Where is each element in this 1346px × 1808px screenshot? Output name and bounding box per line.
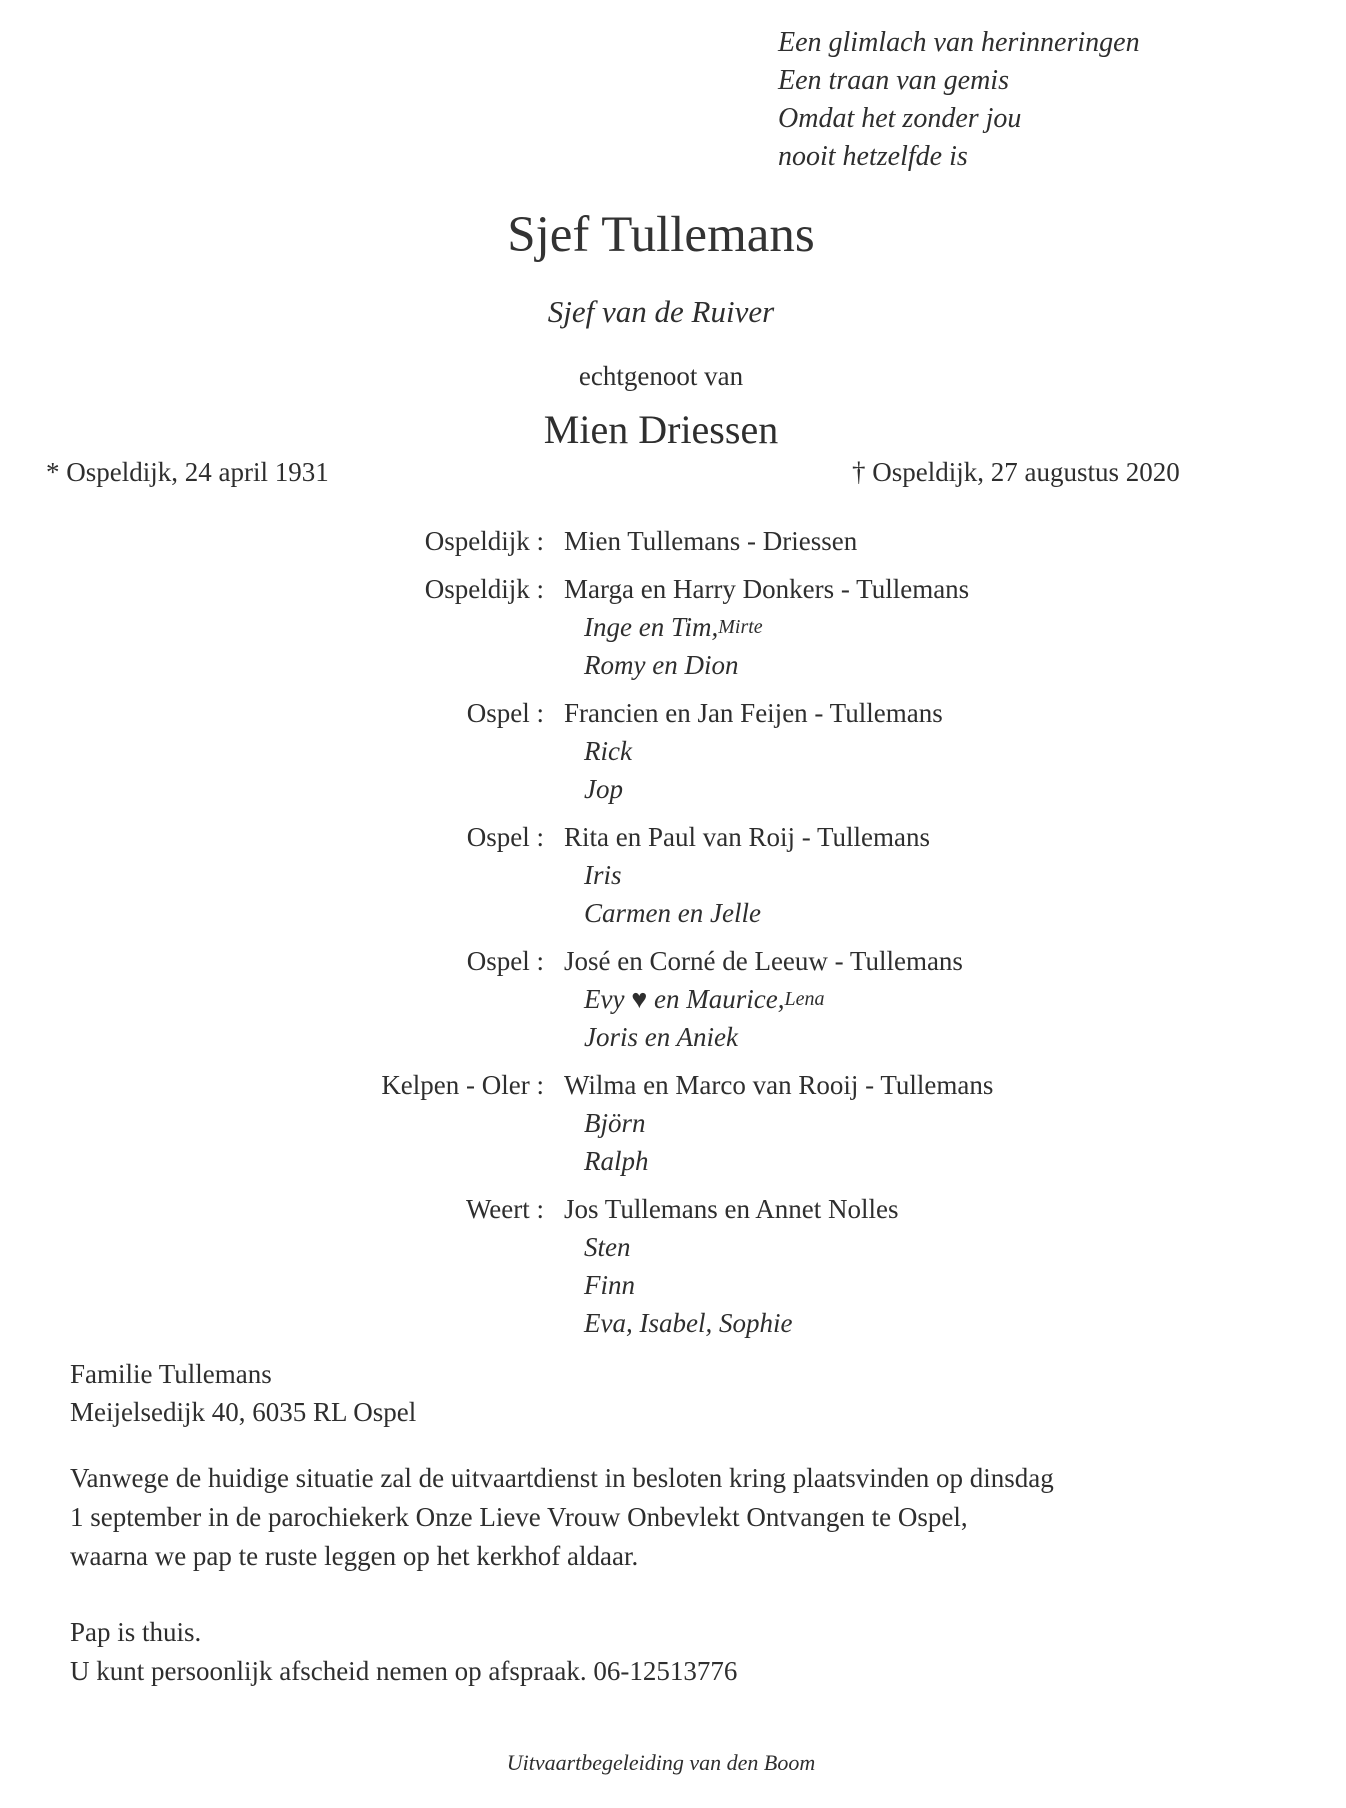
grandchild-names: Eva, Isabel, Sophie (584, 1308, 793, 1338)
family-row (0, 1066, 1346, 1104)
grandchild-names: Romy en Dion (584, 650, 739, 680)
family-row (0, 570, 1346, 608)
notice-line: 1 september in de parochiekerk Onze Lieve Vrouw Onbevlekt Ontvangen te Ospel, (70, 1502, 968, 1532)
funeral-notice (70, 1459, 1054, 1576)
grandchild-names: Björn (584, 1108, 646, 1138)
grandchild-row (0, 646, 1346, 684)
grandchild-row (0, 856, 1346, 894)
grandchild-names: Finn (584, 1270, 635, 1300)
grandchild-names: Ralph (584, 1146, 649, 1176)
grandchild-names: Iris (584, 860, 622, 890)
family-list (0, 522, 1346, 1352)
family-place: Ospeldijk : (424, 574, 544, 604)
great-grandchild-name: Lena (784, 988, 825, 1010)
notice-line: Vanwege de huidige situatie zal de uitvaartdienst in besloten kring plaatsvinden op dinsdag (70, 1463, 1054, 1493)
great-grandchild-name: Mirte (718, 616, 763, 638)
family-names: José en Corné de Leeuw - Tullemans (564, 946, 963, 976)
grandchild-names: Sten (584, 1232, 631, 1262)
family-group (0, 694, 1346, 808)
grandchild-names: Rick (584, 736, 632, 766)
grandchild-row (0, 1142, 1346, 1180)
family-names: Jos Tullemans en Annet Nolles (564, 1194, 899, 1224)
grandchild-row (0, 1228, 1346, 1266)
grandchild-row (0, 732, 1346, 770)
family-place: Ospel : (466, 698, 544, 728)
deceased-name: Sjef Tullemans (507, 207, 815, 263)
family-row (0, 818, 1346, 856)
family-names: Marga en Harry Donkers - Tullemans (564, 574, 970, 604)
grandchild-row (0, 770, 1346, 808)
family-row (0, 942, 1346, 980)
grandchild-row (0, 980, 1346, 1018)
poem-line: Een traan van gemis (778, 65, 1009, 96)
family-group (0, 522, 1346, 560)
grandchild-row (0, 1266, 1346, 1304)
grandchild-names: Jop (584, 774, 623, 804)
notice-line: waarna we pap te ruste leggen op het kerkhof aldaar. (70, 1541, 639, 1571)
family-group (0, 1190, 1346, 1342)
family-names: Rita en Paul van Roij - Tullemans (564, 822, 931, 852)
family-address (70, 1355, 416, 1431)
grandchild-row (0, 894, 1346, 932)
death-date: † Ospeldijk, 27 augustus 2020 (852, 457, 1180, 487)
poem-line: Omdat het zonder jou (778, 103, 1022, 134)
visit-line: Pap is thuis. (70, 1617, 202, 1647)
deceased-nickname: Sjef van de Ruiver (547, 294, 775, 329)
spouse-name: Mien Driessen (543, 407, 779, 452)
grandchild-names: Joris en Aniek (584, 1022, 738, 1052)
grandchild-names: Inge en Tim, (584, 612, 719, 642)
visit-notice (70, 1613, 737, 1691)
family-place: Ospel : (466, 822, 544, 852)
family-group (0, 1066, 1346, 1180)
grandchild-names: Evy ♥ en Maurice, (584, 984, 785, 1014)
visit-line: U kunt persoonlijk afscheid nemen op afspraak. 06-12513776 (70, 1656, 738, 1686)
family-names: Francien en Jan Feijen - Tullemans (564, 698, 943, 728)
poem-line: nooit hetzelfde is (778, 141, 968, 172)
grandchild-row (0, 1018, 1346, 1056)
family-row (0, 522, 1346, 560)
family-group (0, 818, 1346, 932)
family-place: Weert : (465, 1194, 544, 1224)
poem-line: Een glimlach van herinneringen (778, 27, 1140, 58)
address-line: Meijelsedijk 40, 6035 RL Ospel (70, 1397, 417, 1427)
family-place: Ospel : (466, 946, 544, 976)
birth-date: * Ospeldijk, 24 april 1931 (46, 457, 329, 487)
funeral-director: Uitvaartbegeleiding van den Boom (506, 1750, 816, 1775)
grandchild-row (0, 1304, 1346, 1342)
family-group (0, 570, 1346, 684)
family-row (0, 1190, 1346, 1228)
family-place: Ospeldijk : (424, 526, 544, 556)
family-row (0, 694, 1346, 732)
spouse-label: echtgenoot van (578, 361, 744, 391)
family-names: Wilma en Marco van Rooij - Tullemans (564, 1070, 994, 1100)
address-line: Familie Tullemans (70, 1359, 272, 1389)
family-group (0, 942, 1346, 1056)
grandchild-names: Carmen en Jelle (584, 898, 761, 928)
poem (778, 24, 1140, 176)
grandchild-row (0, 608, 1346, 646)
family-names: Mien Tullemans - Driessen (564, 526, 858, 556)
grandchild-row (0, 1104, 1346, 1142)
family-place: Kelpen - Oler : (381, 1070, 544, 1100)
